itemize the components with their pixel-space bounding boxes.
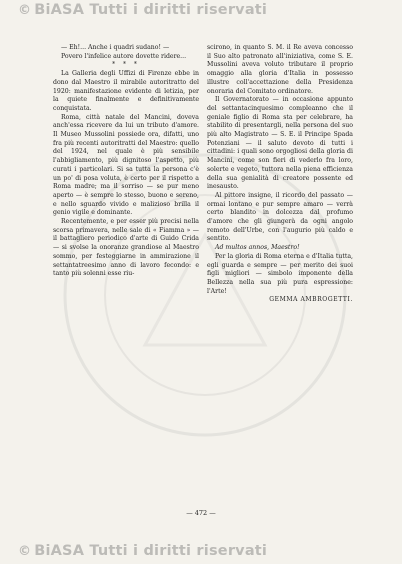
- paragraph: Recentemente, e per esser più precisi nella scorsa primavera, nelle sale di « Fiamma » — il battagliero periodico d'arte di Guido Crida — si svolse la onoranze grandiose al Maestro sommo, per festeggiarne in ammirazione il settantatreesimo anno di lavoro fecondo: e tanto più solenni esse riu-: [53, 218, 199, 278]
- copyright-watermark-bottom: [18, 543, 267, 559]
- dialogue-line: — Eh!... Anche i quadri sudano! —: [61, 44, 170, 51]
- paragraph: Povero l'infelice autore dovette ridere...: [61, 52, 187, 60]
- copyright-symbol: ©: [18, 3, 32, 18]
- paragraph: Per la gloria di Roma eterna e d'Italia tutta, egli guarda e sempre — per merito dei suoi figli migliori — simbolo imponente della Bellezza nella sua più pura espressione: l'Arte!: [207, 252, 353, 295]
- left-text-column: [53, 44, 199, 279]
- paragraph: Roma, città natale del Mancini, doveva anch'essa ricevere da lui un tributo d'amore. Il Museo Mussolini possiede ora, difatti, uno fra più recenti autoritratti del Maestro: quello del 1924, nel quale è più sensibile l'abbigliamento, più dignitoso l'aspetto, più curati i particolari. Si sa tutta la persona c'è un po' di posa voluta, è certo per il rispetto a Roma madre; ma il sorriso — se pur meno aperto — è sempre lo stesso, buono e sereno, e nello sguardo vivido e malizioso brilla il genio vigile e dominante.: [53, 113, 199, 217]
- paragraph: Al pittore insigne, il ricordo del passato — ormai lontano e pur sempre amaro — verrà certo blandito in dolcezza dal profumo d'amore che gli giungerà da ogni angolo remoto dell'Urbe, con l'augurio più caldo e sentito.: [207, 191, 353, 243]
- copyright-symbol: ©: [18, 544, 32, 559]
- watermark-text: BiASA Tutti i diritti riservati: [34, 2, 268, 18]
- page-number: — 472 —: [186, 509, 216, 517]
- paragraph: scirono, in quanto S. M. il Re aveva concesso il Suo alto patronato all'iniziativa, come S. E. Mussolini aveva voluto tributare il proprio omaggio alla gloria d'Italia in possesso illustre coll'accettazione della Presidenza onoraria del Comitato ordinatore.: [207, 44, 353, 95]
- toast-line: Ad multos annos, Maestro!: [215, 244, 300, 252]
- paragraph: Il Governatorato — in occasione appunto del settantacinquesimo compleanno che il geniale figlio di Roma sta per celebrare, ha stabilito di presentargli, nella persona del suo più alto Magistrato — S. E. il Principe Spada Potenziani — il saluto devoto di tutti i cittadini: i quali sono orgogliosi della gloria di Mancini, come son fieri di vederlo fra loro, solerte e vegeto, tuttora nella piena efficienza della sua genialità di creatore possente ed inesausto.: [207, 96, 353, 191]
- section-separator: * * *: [112, 61, 140, 69]
- right-text-column: [207, 44, 353, 305]
- copyright-watermark-top: [18, 2, 267, 18]
- watermark-text: BiASA Tutti i diritti riservati: [34, 543, 268, 559]
- paragraph: La Galleria degli Uffizi di Firenze ebbe in dono dal Maestro il mirabile autoritratto del 1920: manifestazione evidente di letizia, per la quiete finalmente e definitivamente conquistata.: [53, 70, 199, 112]
- author-signature: GEMMA AMBROGETTI.: [269, 296, 353, 304]
